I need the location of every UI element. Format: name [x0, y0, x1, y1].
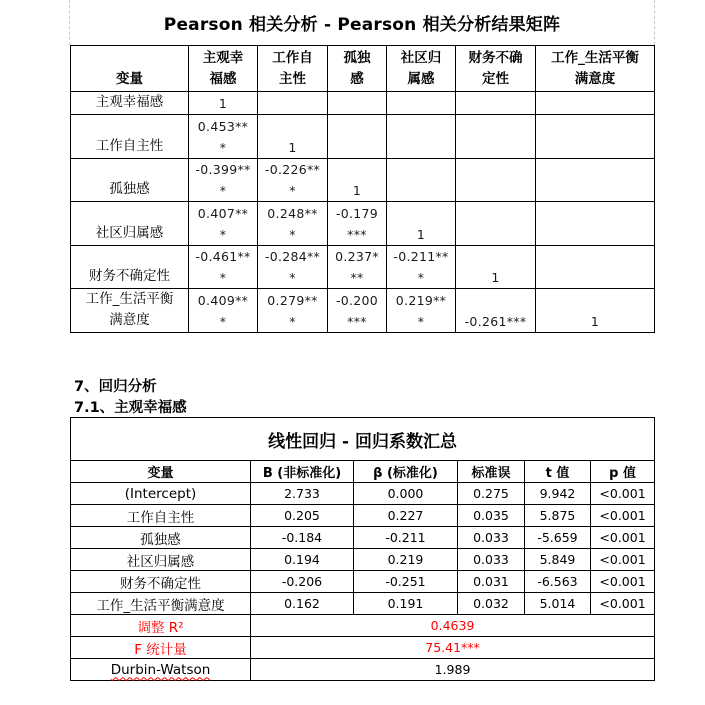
header-b-unstandardized: B (非标准化) [251, 461, 354, 483]
cell-p: <0.001 [591, 483, 655, 505]
row-label: 主观幸福感 [71, 92, 189, 115]
regression-table-title: 线性回归 - 回归系数汇总 [71, 418, 655, 461]
row-label: 工作自主性 [71, 115, 189, 159]
cell-t: 5.875 [525, 505, 591, 527]
cell-se: 0.275 [458, 483, 525, 505]
cell-se: 0.033 [458, 549, 525, 571]
table-row [71, 92, 655, 115]
cell: 1 [258, 115, 328, 159]
header-std-error: 标准误 [458, 461, 525, 483]
cell [456, 159, 536, 202]
adj-r2-value: 0.4639 [251, 615, 655, 637]
regression-coefficients-table [70, 417, 655, 681]
cell-p: <0.001 [591, 549, 655, 571]
header-col: 工作_生活平衡 满意度 [536, 46, 655, 92]
cell-b: 0.205 [251, 505, 354, 527]
cell-b: -0.184 [251, 527, 354, 549]
cell-beta: 0.219 [354, 549, 458, 571]
cell-t: -6.563 [525, 571, 591, 593]
cell [456, 92, 536, 115]
pearson-table-title: Pearson 相关分析 - Pearson 相关分析结果矩阵 [163, 15, 561, 35]
table-row [71, 483, 655, 505]
table-row [71, 289, 655, 333]
cell-t: 9.942 [525, 483, 591, 505]
cell: -0.399** * [189, 159, 258, 202]
table-row [71, 202, 655, 246]
f-stat-row [71, 637, 655, 659]
cell: 0.237* ** [328, 246, 387, 289]
cell [387, 159, 456, 202]
f-stat-label: F 统计量 [71, 637, 251, 659]
cell [328, 92, 387, 115]
cell: 1 [328, 159, 387, 202]
cell-beta: 0.000 [354, 483, 458, 505]
pearson-header-row [71, 46, 655, 92]
header-col: 工作自 主性 [258, 46, 328, 92]
spellcheck-underline: Durbin-Watson [110, 661, 211, 678]
cell: 0.407** * [189, 202, 258, 246]
header-col: 社区归 属感 [387, 46, 456, 92]
cell: -0.461** * [189, 246, 258, 289]
cell [536, 115, 655, 159]
regression-header-row [71, 461, 655, 483]
cell-t: 5.014 [525, 593, 591, 615]
cell-p: <0.001 [591, 527, 655, 549]
cell: 1 [536, 289, 655, 333]
cell: 1 [456, 246, 536, 289]
header-col: 财务不确 定性 [456, 46, 536, 92]
table-row [71, 159, 655, 202]
table-row [71, 571, 655, 593]
row-label: (Intercept) [71, 483, 251, 505]
row-label: 社区归属感 [71, 549, 251, 571]
cell [456, 202, 536, 246]
subsection-heading-wellbeing: 7.1、主观幸福感 [74, 400, 187, 416]
cell-t: 5.849 [525, 549, 591, 571]
header-beta-standardized: β (标准化) [354, 461, 458, 483]
pearson-correlation-table [70, 45, 655, 333]
cell-b: 0.162 [251, 593, 354, 615]
cell: 1 [387, 202, 456, 246]
cell [456, 115, 536, 159]
cell-beta: -0.211 [354, 527, 458, 549]
table-row [71, 527, 655, 549]
adj-r2-row [71, 615, 655, 637]
cell-beta: -0.251 [354, 571, 458, 593]
table-row [71, 505, 655, 527]
durbin-watson-row [71, 659, 655, 681]
cell [387, 115, 456, 159]
cell-p: <0.001 [591, 505, 655, 527]
adj-r2-label: 调整 R² [71, 615, 251, 637]
row-label: 社区归属感 [71, 202, 189, 246]
cell [258, 92, 328, 115]
cell: -0.284** * [258, 246, 328, 289]
cell-se: 0.032 [458, 593, 525, 615]
durbin-watson-value: 1.989 [251, 659, 655, 681]
row-label: 财务不确定性 [71, 246, 189, 289]
section-heading-regression: 7、回归分析 [74, 379, 157, 395]
cell: -0.200 *** [328, 289, 387, 333]
cell-se: 0.031 [458, 571, 525, 593]
cell-b: 0.194 [251, 549, 354, 571]
cell [536, 159, 655, 202]
cell [328, 115, 387, 159]
cell-b: -0.206 [251, 571, 354, 593]
cell: -0.179 *** [328, 202, 387, 246]
table-row [71, 549, 655, 571]
cell-t: -5.659 [525, 527, 591, 549]
row-label: 孤独感 [71, 527, 251, 549]
f-stat-value: 75.41*** [251, 637, 655, 659]
cell [536, 92, 655, 115]
header-variable: 变量 [71, 46, 189, 92]
cell: 0.279** * [258, 289, 328, 333]
regression-caption-row [71, 418, 655, 461]
cell-se: 0.035 [458, 505, 525, 527]
cell: 1 [189, 92, 258, 115]
cell-se: 0.033 [458, 527, 525, 549]
header-col: 孤独 感 [328, 46, 387, 92]
cell-b: 2.733 [251, 483, 354, 505]
cell: 0.248** * [258, 202, 328, 246]
cell: -0.226** * [258, 159, 328, 202]
cell: 0.219** * [387, 289, 456, 333]
row-label: 孤独感 [71, 159, 189, 202]
cell-beta: 0.191 [354, 593, 458, 615]
cell-p: <0.001 [591, 571, 655, 593]
cell: -0.261*** [456, 289, 536, 333]
row-label: 财务不确定性 [71, 571, 251, 593]
table-row [71, 593, 655, 615]
cell: -0.211** * [387, 246, 456, 289]
table-row [71, 246, 655, 289]
cell [536, 202, 655, 246]
header-t-value: t 值 [525, 461, 591, 483]
cell-p: <0.001 [591, 593, 655, 615]
header-variable: 变量 [71, 461, 251, 483]
durbin-watson-label [71, 659, 251, 681]
header-p-value: p 值 [591, 461, 655, 483]
cell: 0.409** * [189, 289, 258, 333]
row-label: 工作_生活平衡 满意度 [71, 289, 189, 333]
row-label: 工作自主性 [71, 505, 251, 527]
table-row [71, 115, 655, 159]
cell [387, 92, 456, 115]
cell [536, 246, 655, 289]
cell-beta: 0.227 [354, 505, 458, 527]
cell: 0.453** * [189, 115, 258, 159]
header-col: 主观幸 福感 [189, 46, 258, 92]
row-label: 工作_生活平衡满意度 [71, 593, 251, 615]
